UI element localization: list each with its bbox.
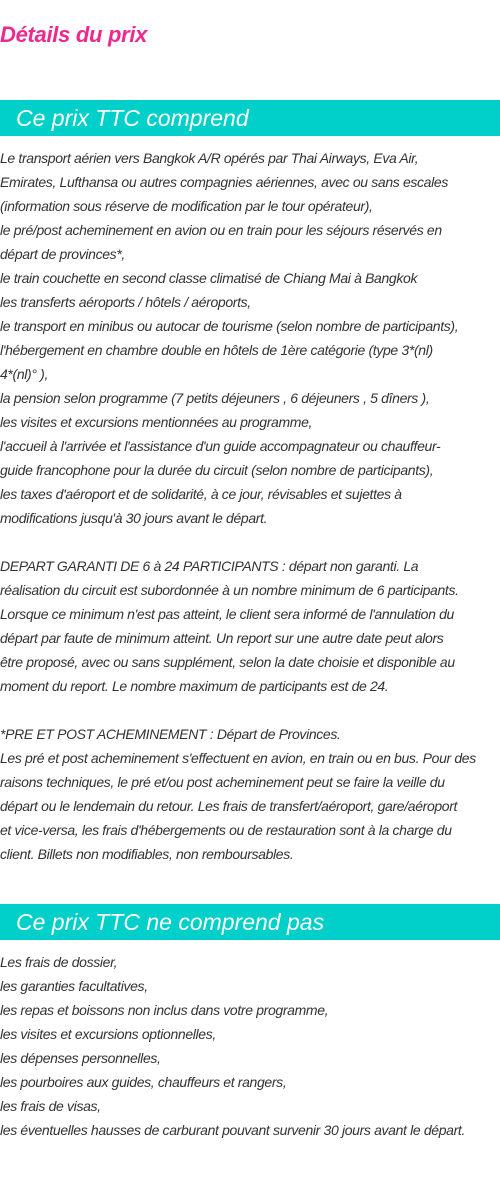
included-line: la pension selon programme (7 petits déjeuners , 6 déjeuners , 5 dîners ), <box>0 390 430 406</box>
paragraph-line: être proposé, avec ou sans supplément, selon la date choisie et disponible au <box>0 654 455 670</box>
excluded-line: Les frais de dossier, <box>0 954 118 970</box>
paragraph-line: réalisation du circuit est subordonnée à un nombre minimum de 6 participants. <box>0 582 459 598</box>
paragraph-line: raisons techniques, le pré et/ou post acheminement peut se faire la veille du <box>0 774 445 790</box>
excluded-line: les pourboires aux guides, chauffeurs et rangers, <box>0 1074 287 1090</box>
departure-guarantee-paragraph <box>0 554 500 698</box>
paragraph-line: client. Billets non modifiables, non remboursables. <box>0 846 294 862</box>
paragraph-line: et vice-versa, les frais d'hébergements ou de restauration sont à la charge du <box>0 822 452 838</box>
excluded-line: les frais de visas, <box>0 1098 101 1114</box>
paragraph-line: départ ou le lendemain du retour. Les frais de transfert/aéroport, gare/aéroport <box>0 798 458 814</box>
paragraph-line: Lorsque ce minimum n'est pas atteint, le client sera informé de l'annulation du <box>0 606 454 622</box>
paragraph-line: *PRE ET POST ACHEMINEMENT : Départ de Provinces. <box>0 726 341 742</box>
included-line: le pré/post acheminement en avion ou en train pour les séjours réservés en <box>0 222 442 238</box>
included-line: l'hébergement en chambre double en hôtels de 1ère catégorie (type 3*(nl) <box>0 342 433 358</box>
excluded-list <box>0 940 500 1142</box>
included-line: 4*(nl)° ), <box>0 366 48 382</box>
paragraph-line: DEPART GARANTI DE 6 à 24 PARTICIPANTS : départ non garanti. La <box>0 558 419 574</box>
included-line: le train couchette en second classe climatisé de Chiang Mai à Bangkok <box>0 270 418 286</box>
included-section <box>0 136 500 866</box>
included-line: départ de provinces*, <box>0 246 125 262</box>
paragraph-spacer <box>0 698 500 722</box>
paragraph-line: Les pré et post acheminement s'effectuent en avion, en train ou en bus. Pour des <box>0 750 476 766</box>
excluded-line: les dépenses personnelles, <box>0 1050 161 1066</box>
included-line: les transferts aéroports / hôtels / aéroports, <box>0 294 251 310</box>
excluded-heading: Ce prix TTC ne comprend pas <box>0 904 500 940</box>
paragraph-line: départ par faute de minimum atteint. Un report sur une autre date peut alors <box>0 630 444 646</box>
included-line: les taxes d'aéroport et de solidarité, à ce jour, révisables et sujettes à <box>0 486 402 502</box>
excluded-line: les repas et boissons non inclus dans votre programme, <box>0 1002 329 1018</box>
included-list <box>0 146 500 530</box>
included-line: (information sous réserve de modification par le tour opérateur), <box>0 198 373 214</box>
included-line: le transport en minibus ou autocar de tourisme (selon nombre de participants), <box>0 318 459 334</box>
included-line: Emirates, Lufthansa ou autres compagnies aériennes, avec ou sans escales <box>0 174 448 190</box>
pre-post-paragraph <box>0 722 500 866</box>
excluded-line: les éventuelles hausses de carburant pouvant survenir 30 jours avant le départ. <box>0 1122 465 1138</box>
included-line: modifications jusqu'à 30 jours avant le départ. <box>0 510 268 526</box>
page-title: Détails du prix <box>0 22 148 47</box>
excluded-line: les visites et excursions optionnelles, <box>0 1026 216 1042</box>
included-line: guide francophone pour la durée du circuit (selon nombre de participants), <box>0 462 434 478</box>
included-line: Le transport aérien vers Bangkok A/R opérés par Thai Airways, Eva Air, <box>0 150 419 166</box>
included-heading: Ce prix TTC comprend <box>0 100 500 136</box>
paragraph-spacer <box>0 530 500 554</box>
included-line: les visites et excursions mentionnées au programme, <box>0 414 313 430</box>
paragraph-line: moment du report. Le nombre maximum de participants est de 24. <box>0 678 389 694</box>
included-line: l'accueil à l'arrivée et l'assistance d'un guide accompagnateur ou chauffeur- <box>0 438 441 454</box>
excluded-line: les garanties facultatives, <box>0 978 148 994</box>
